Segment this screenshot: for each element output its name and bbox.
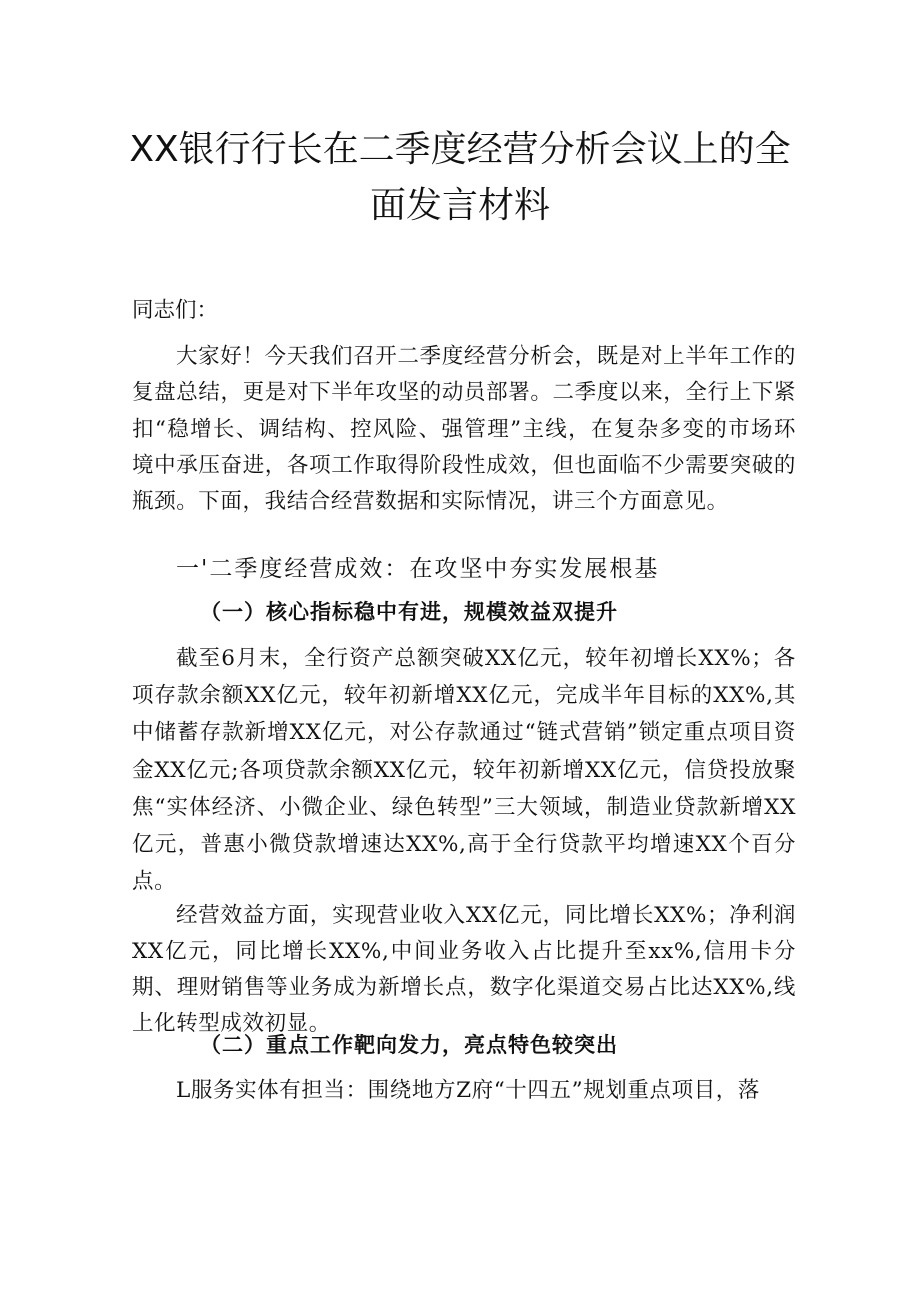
salutation: 同志们： [132, 298, 219, 323]
subsection-heading-2: （二）重点工作靶向发力，亮点特色较突出 [200, 1033, 618, 1057]
title-line-2: 面发言材料 [369, 185, 550, 226]
paragraph-operating-efficiency: 经营效益方面，实现营业收入XX亿元，同比增长XX%；净利润XX亿元，同比增长XX%,中间业务收入占比提升至xx%,信用卡分期、理财销售等业务成为新增长点，数字化渠道交易占比达XX%,线上化转型成效初显。 [132, 903, 796, 1036]
paragraph-serving-economy: L服务实体有担当：围绕地方Z府“十四五”规划重点项目，落 [176, 1078, 761, 1103]
section-heading-1: 一'二季度经营成效：在攻坚中夯实发展根基 [176, 556, 660, 582]
title-line-1: XX银行行长在二季度经营分析会议上的全 [129, 129, 791, 170]
paragraph-opening: 大家好！今天我们召开二季度经营分析会，既是对上半年工作的复盘总结，更是对下半年攻坚的动员部署。二季度以来，全行上下紧扣“稳增长、调结构、控风险、强管理”主线，在复杂多变的市场环境中承压奋进，各项工作取得阶段性成效，但也面临不少需要突破的瓶颈。下面，我结合经营数据和实际情况，讲三个方面意见。 [132, 344, 796, 515]
subsection-heading-1: （一）核心指标稳中有进，规模效益双提升 [200, 600, 618, 624]
paragraph-core-indicators: 截至6月末，全行资产总额突破XX亿元，较年初增长XX%；各项存款余额XX亿元，较年初新增XX亿元，完成半年目标的XX%,其中储蓄存款新增XX亿元，对公存款通过“链式营销”锁定重点项目资金XX亿元;各项贷款余额XX亿元，较年初新增XX亿元，信贷投放聚焦“实体经济、小微企业、绿色转型”三大领域，制造业贷款新增XX亿元，普惠小微贷款增速达XX%,高于全行贷款平均增速XX个百分点。 [132, 646, 796, 895]
document-title [120, 122, 800, 234]
